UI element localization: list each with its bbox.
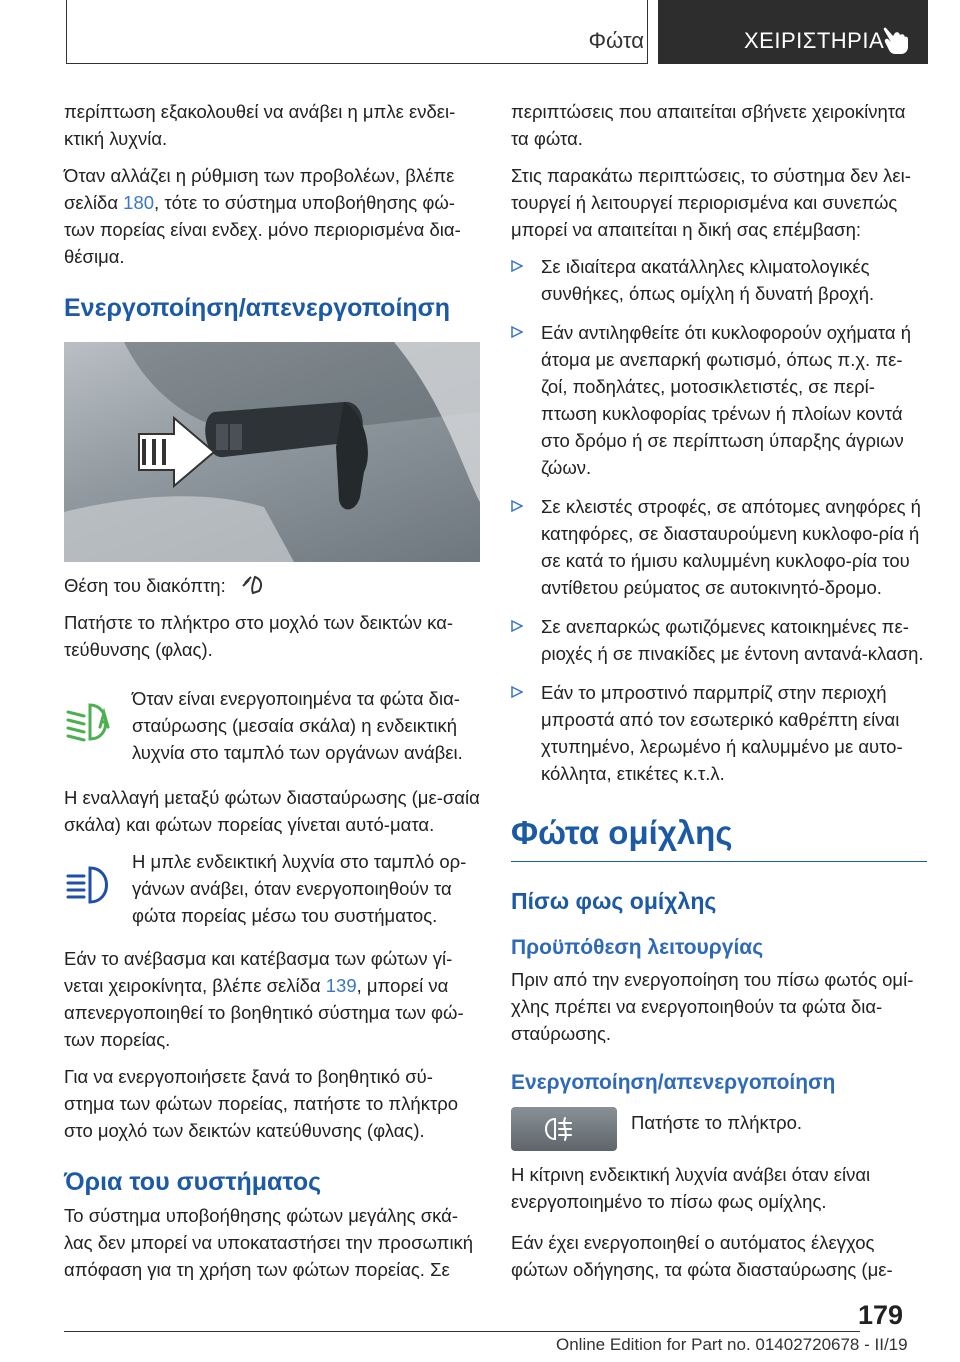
note-blue-indicator [64,848,480,929]
left-column [64,98,480,1293]
paragraph: Η εναλλαγή μεταξύ φώτων διασταύρωσης (με-σαία σκάλα) και φώτων πορείας γίνεται αυτό-ματα. [64,787,480,835]
triangle-bullet-icon [511,686,523,698]
triangle-bullet-icon [511,326,523,338]
header-section-title: Φώτα [588,28,644,53]
page-link[interactable]: 139 [325,975,357,996]
steering-lever-photo [64,342,480,562]
paragraph: Στις παρακάτω περιπτώσεις, το σύστημα δεν λει-τουργεί ή λειτουργεί περιορισμένα και συνεπώς μπορεί να απαιτείται η δική σας επέμβαση: [511,165,911,240]
paragraph: Πριν από την ενεργοποίηση του πίσω φωτός ομί-χλης πρέπει να ενεργοποιηθούν τα φώτα δια-σταύρωσης. [511,969,914,1044]
list-item: Σε ανεπαρκώς φωτιζόμενες κατοικημένες πε-ριοχές ή σε πινακίδες με έντονη αντανά-κλαση. [511,613,927,667]
list-item: Εάν το μπροστινό παρμπρίζ στην περιοχή μπροστά από τον εσωτερικό καθρέπτη είναι χτυπημένο, λερωμένο ή καλυμμένο με αυτο-κόλλητα, ετικέτες κ.τ.λ. [511,679,927,787]
paragraph: Εάν το ανέβασμα και κατέβασμα των φώτων γί-νεται χειροκίνητα, βλέπε σελίδα 139, μπορεί να απενεργοποιηθεί το βοηθητικό σύστημα των φώ-των πορείας. [64,948,464,1050]
header-chapter-tab [658,0,928,64]
fog-button-row [511,1107,927,1151]
right-column [511,98,927,1293]
section-heading: Ενεργοποίηση/απενεργοποίηση [64,294,451,322]
section-heading: Όρια του συστήματος [64,1168,322,1196]
note-text: Όταν είναι ενεργοποιημένα τα φώτα δια-σταύρωσης (μεσαία σκάλα) η ενδεικτική λυχνία στο ταμπλό των οργάνων ανάβει. [132,688,463,763]
triangle-bullet-icon [511,500,523,512]
subsection-heading: Προϋπόθεση λειτουργίας [511,936,764,959]
triangle-bullet-icon [511,260,523,272]
paragraph: Για να ενεργοποιήσετε ξανά το βοηθητικό σύ-στημα των φώτων πορείας, πατήστε το πλήκτρο στο μοχλό των δεικτών κατεύθυνσης (φλας). [64,1066,459,1141]
edition-note: Online Edition for Part no. 01402720678 - II/19 [556,1335,908,1354]
paragraph: Θέση του διακόπτη: [64,572,480,599]
paragraph: Εάν έχει ενεργοποιηθεί ο αυτόματος έλεγχος φώτων οδήγησης, τα φώτα διασταύρωσης (με- [511,1232,893,1280]
instruction-text: Πατήστε το πλήκτρο. [631,1112,803,1133]
limitation-list [511,253,927,787]
page-number: 179 [858,1300,904,1330]
paragraph: Το σύστημα υποβοήθησης φώτων μεγάλης σκά-λας δεν μπορεί να υποκαταστήσει την προσωπική απόφαση για τη χρήση των φώτων πορείας. Σε [64,1205,474,1280]
note-text: Η μπλε ενδεικτική λυχνία στο ταμπλό ορ-γάνων ανάβει, όταν ενεργοποιηθούν τα φώτα πορείας μέσω του συστήματος. [132,851,467,926]
footer-divider [64,1331,860,1332]
subsection-heading: Ενεργοποίηση/απενεργοποίηση [511,1071,836,1094]
paragraph: περίπτωση εξακολουθεί να ανάβει η μπλε ενδει-κτική λυχνία. [64,101,456,149]
low-beam-green-icon [66,695,116,745]
list-item: Σε ιδιαίτερα ακατάλληλες κλιματολογικές συνθήκες, όπως ομίχλη ή δυνατή βροχή. [511,253,927,307]
chapter-label: ΧΕΙΡΙΣΤΗΡΙΑ [744,28,885,53]
list-item: Σε κλειστές στροφές, σε απότομες ανηφόρες ή κατηφόρες, σε διασταυρούμενη κυκλοφο-ρία ή σε κατά το ήμισυ καλυμμένη κυκλοφο-ρία του αντίθετου ρεύματος σε αυτοκινητό-δρομο. [511,493,927,601]
header-frame [66,0,648,64]
paragraph: Όταν αλλάζει η ρύθμιση των προβολέων, βλέπε σελίδα 180, τότε το σύστημα υποβοήθησης φώ-των πορείας είναι ενδεχ. μόνο περιορισμένα δια-θέσιμα. [64,165,461,267]
rear-fog-light-button[interactable] [511,1107,617,1151]
list-item: Εάν αντιληφθείτε ότι κυκλοφορούν οχήματα ή άτομα με ανεπαρκή φωτισμό, όπως π.χ. πε-ζοί, ποδηλάτες, μοτοσικλετιστές, σε περί-πτωση κυκλοφορίας τρένων ή πλοίων κοντά στο δρόμο ή σε περίπτωση ύπαρξης άγριων ζώων. [511,319,927,481]
heading-divider [511,861,927,862]
lever-push-icon [239,573,265,595]
paragraph: περιπτώσεις που απαιτείται σβήνετε χειροκίνητα τα φώτα. [511,101,906,149]
paragraph: Η κίτρινη ενδεικτική λυχνία ανάβει όταν είναι ενεργοποιημένο το πίσω φως ομίχλης. [511,1164,871,1212]
paragraph: Πατήστε το πλήκτρο στο μοχλό των δεικτών κα-τεύθυνσης (φλας). [64,612,454,660]
triangle-bullet-icon [511,620,523,632]
chapter-heading: Φώτα ομίχλης [511,814,733,851]
rear-fog-light-icon [541,1116,587,1142]
hand-pointer-icon [878,22,912,56]
high-beam-blue-icon [66,858,116,908]
section-heading: Πίσω φως ομίχλης [511,888,717,914]
note-green-indicator [64,685,480,766]
page-link[interactable]: 180 [123,192,155,213]
